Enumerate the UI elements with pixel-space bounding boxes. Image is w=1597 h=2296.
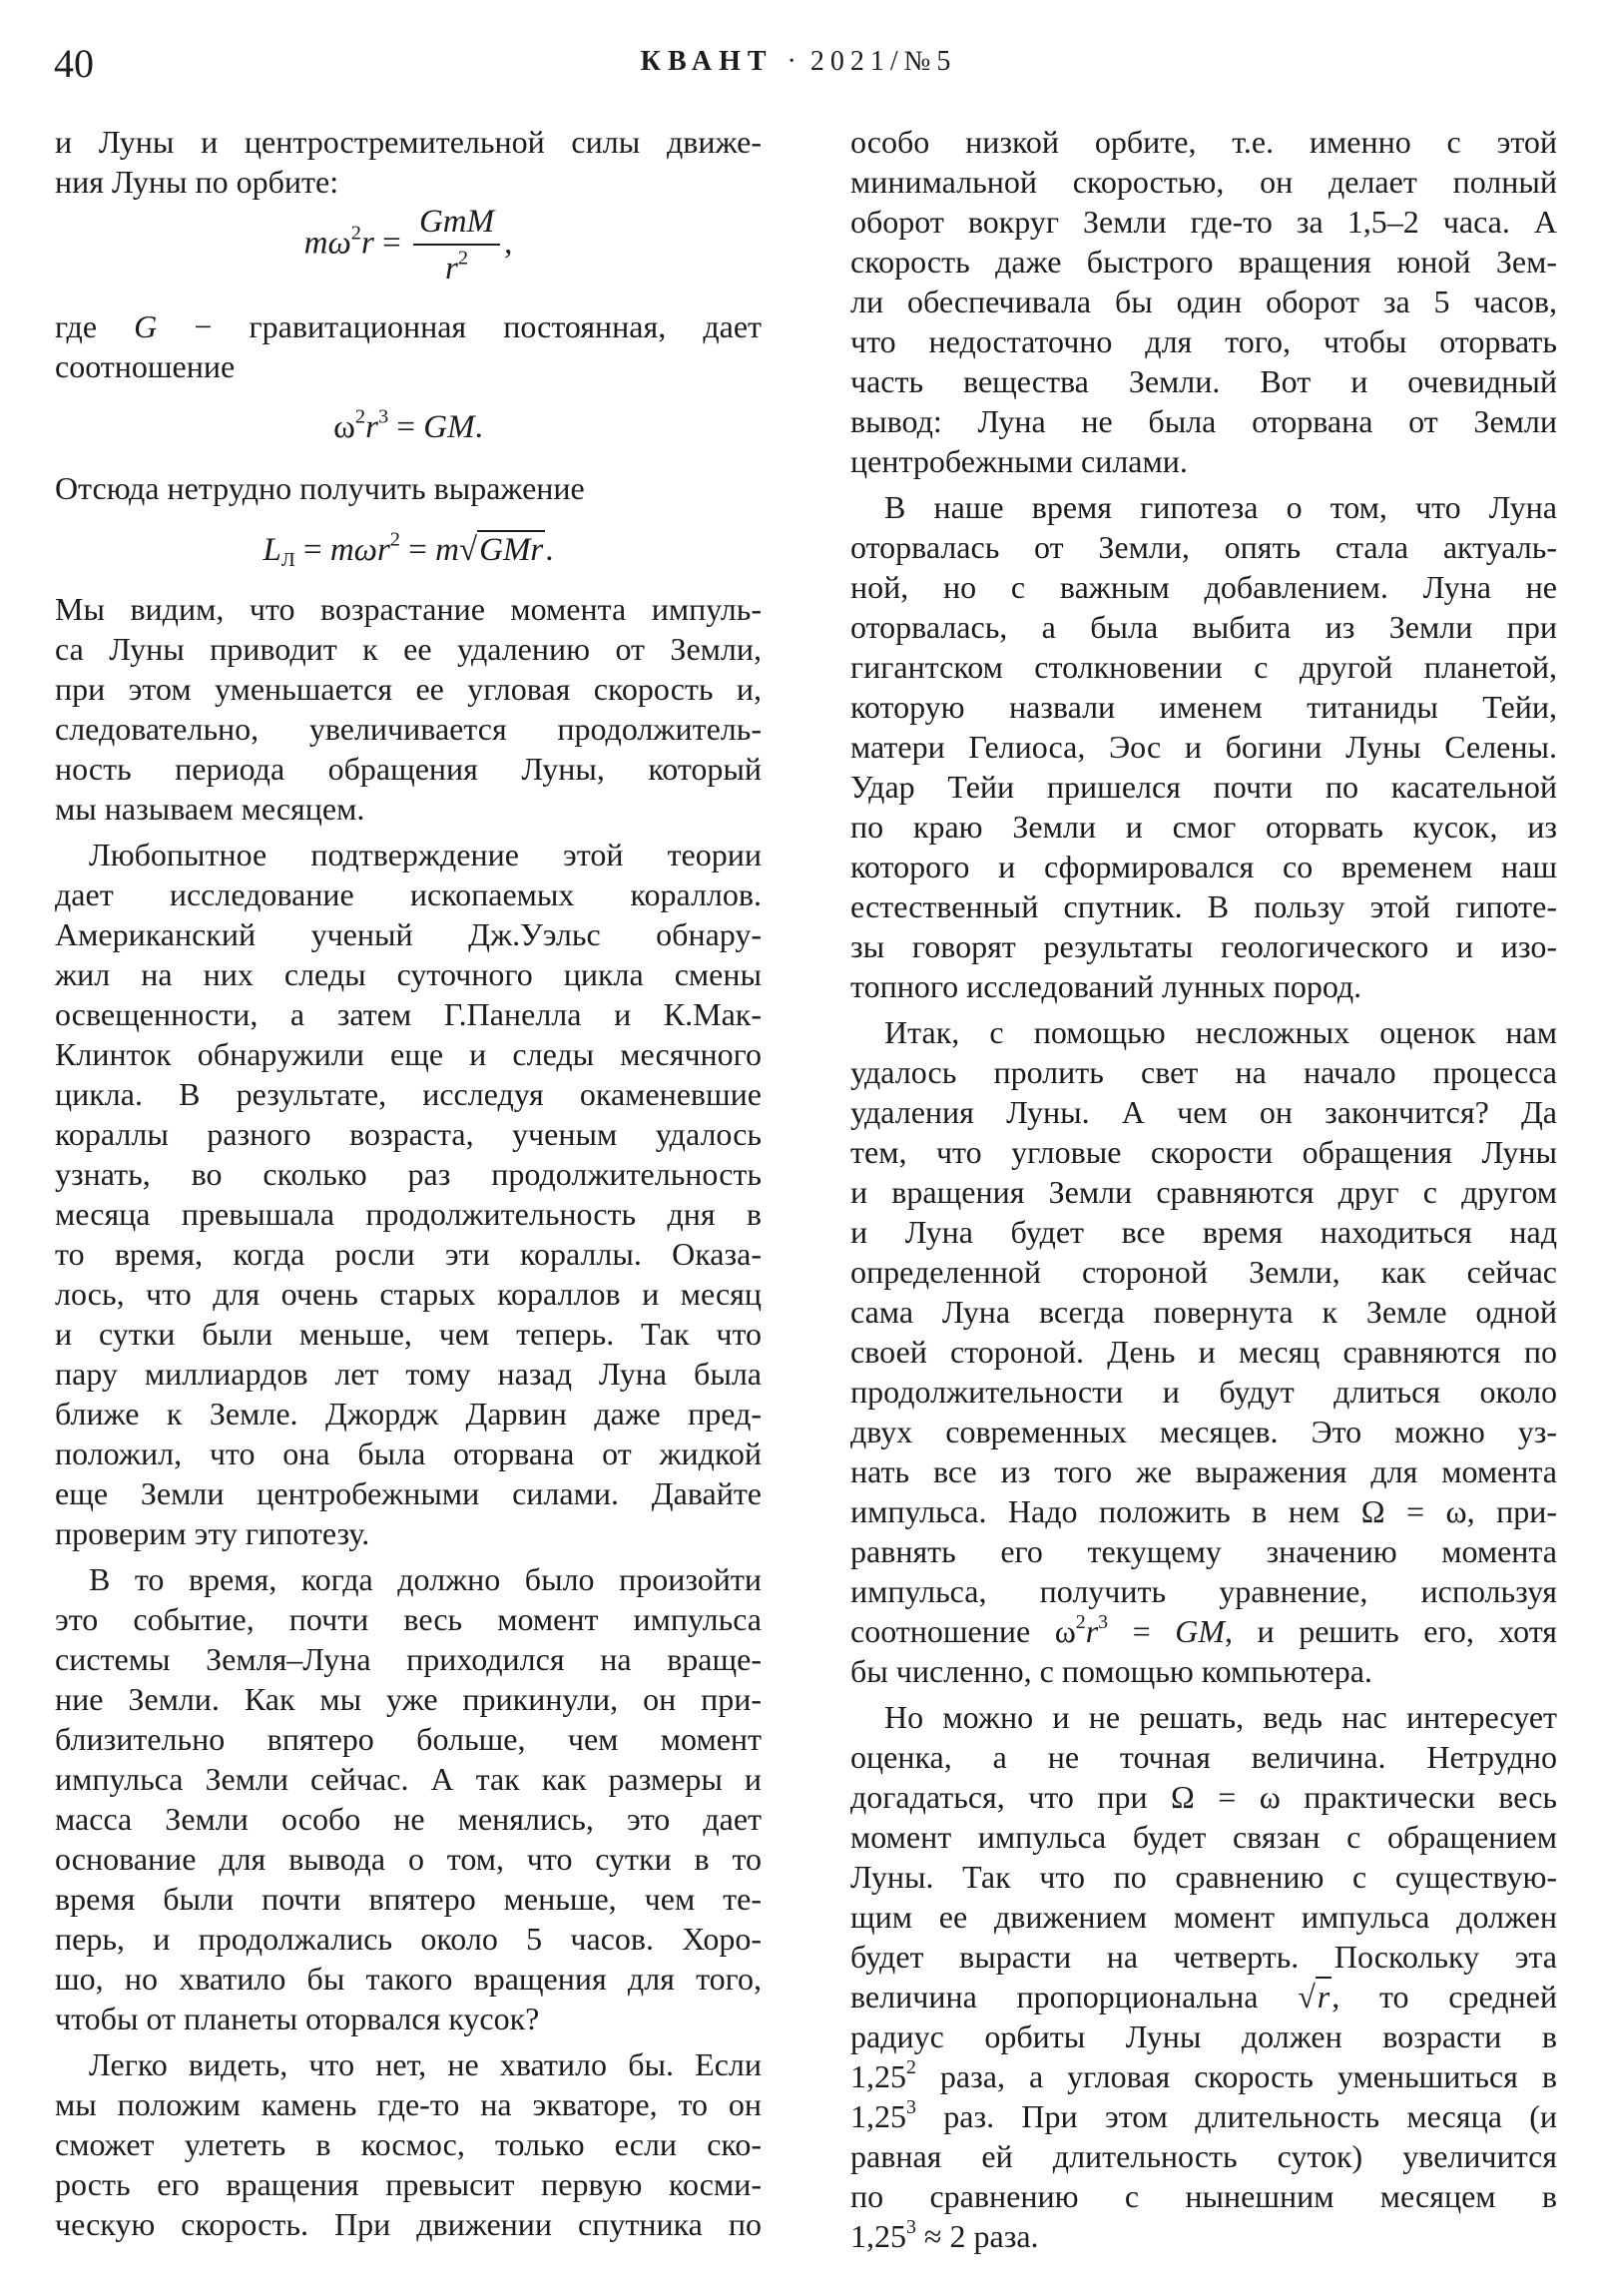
text-line: центробежными силами.: [850, 443, 1188, 479]
fraction-denominator: [413, 246, 500, 291]
text-line: тем, что угловые скорости обращения Луны: [850, 1134, 1557, 1170]
text-line: и сутки были меньше, чем теперь. Так что: [55, 1316, 762, 1352]
text-flow: [850, 122, 1557, 2262]
formula-equals: =: [302, 532, 322, 568]
formula-equals: =: [382, 225, 401, 262]
text-line: ние Земли. Как мы уже прикинули, он при-: [55, 1681, 762, 1717]
text-line: удаления Луны. А чем он закончится? Да: [850, 1094, 1557, 1130]
text-line: лось, что для очень старых кораллов и месяц: [55, 1276, 762, 1312]
text-line: бы численно, с помощью компьютера.: [850, 1653, 1372, 1689]
text-line: Но можно и не решать, ведь нас интересует: [884, 1699, 1557, 1735]
text-line: кораллы разного возраста, ученым удалось: [55, 1116, 762, 1152]
text-line: где G − гравитационная постоянная, дает: [55, 308, 762, 344]
text-line: матери Гелиоса, Эос и богини Луны Селены.: [850, 729, 1557, 765]
header-separator: ·: [787, 46, 797, 77]
text-line: особо низкой орбите, т.е. именно с этой: [850, 124, 1557, 160]
text-line: часть вещества Земли. Вот и очевидный: [850, 363, 1557, 399]
text-line: время были почти впятеро меньше, чем те-: [55, 1881, 762, 1917]
formula-exponent: 3: [377, 405, 389, 428]
formula-term: m: [435, 532, 459, 568]
math-exponent: 2: [906, 2056, 916, 2079]
formula-punct: ,: [504, 225, 513, 262]
paragraph: [55, 2044, 762, 2244]
formula-equals: =: [408, 532, 427, 568]
text-line: гигантском столкновении с другой планетой,: [850, 649, 1557, 685]
math-variable: r: [1085, 1613, 1099, 1649]
paragraph: [850, 487, 1557, 1006]
text-line: определенной стороной Земли, как сейчас: [850, 1254, 1557, 1290]
text-line: оборот вокруг Земли где-то за 1,5–2 часа. А: [850, 204, 1557, 240]
paragraph: [55, 835, 762, 1553]
text-line: 1,25$^3$ раз. При этом длительность месяца (и: [850, 2096, 1557, 2134]
formula-equals: =: [396, 409, 416, 445]
text-line: соотношение: [55, 348, 236, 384]
text-line: сама Луна всегда повернута к Земле одной: [850, 1294, 1557, 1330]
text-line: ли обеспечивала бы один оборот за 5 часов,: [850, 284, 1557, 319]
square-root: √GMr: [458, 532, 544, 568]
text-block: [55, 468, 762, 514]
formula-term: r: [365, 409, 378, 445]
formula-subscript: Л: [280, 549, 295, 572]
paragraph: [55, 122, 762, 202]
text-line: ближе к Земле. Джордж Дарвин даже пред-: [55, 1396, 762, 1432]
text-line: при этом уменьшается ее угловая скорость и,: [55, 671, 762, 707]
text-line: $1,25^3 \approx 2$ раза.: [850, 2216, 1039, 2254]
text-line: месяца превышала продолжительность дня в: [55, 1196, 762, 1232]
text-line: которую назвали именем титаниды Тейи,: [850, 689, 1557, 725]
radicand: GMr: [479, 532, 544, 568]
text-line: мы называем месяцем.: [55, 791, 365, 827]
text-line: импульса Земли сейчас. А так как размеры и: [55, 1761, 762, 1797]
text-line: щим ее движением момент импульса должен: [850, 1899, 1557, 1935]
formula-angular-momentum: [55, 527, 762, 573]
text-line: ность периода обращения Луны, который: [55, 751, 762, 787]
formula-punct: .: [474, 409, 483, 445]
math-exponent: 2: [1075, 1611, 1086, 1634]
formula-term: ω: [333, 409, 355, 445]
text-line: мы положим камень где-то на экваторе, то он: [55, 2086, 762, 2122]
page-number: 40: [54, 41, 94, 86]
formula-exponent: 2: [350, 222, 361, 245]
text-line: Легко видеть, что нет, не хватило бы. Если: [89, 2046, 762, 2082]
math-exponent: 3: [1098, 1611, 1109, 1634]
text-line: близительно впятеро больше, чем момент: [55, 1721, 762, 1757]
text-line: удалось пролить свет на начало процесса: [850, 1054, 1557, 1090]
formula-kepler: [55, 405, 762, 449]
formula-term: r: [360, 225, 374, 262]
text-line: величина пропорциональна √r, то средней: [850, 1979, 1557, 2014]
text-line: Луны. Так что по сравнению с существую-: [850, 1859, 1557, 1895]
text-line: своей стороной. День и месяц сравняются по: [850, 1334, 1557, 1370]
running-header: [0, 46, 1597, 78]
text-line: импульса. Надо положить в нем Ω = ω, при-: [850, 1493, 1557, 1529]
formula-exponent: 2: [354, 405, 366, 428]
formula-punct: .: [545, 532, 554, 568]
text-line: следовательно, увеличивается продолжитель-: [55, 711, 762, 747]
text-line: ческую скорость. При движении спутника по: [55, 2206, 762, 2242]
math-variable: G: [134, 308, 158, 344]
paragraph: [850, 122, 1557, 481]
paragraph: [55, 306, 762, 386]
text-line: узнать, во сколько раз продолжительность: [55, 1156, 762, 1192]
text-line: освещенности, а затем Г.Панелла и К.Мак-: [55, 996, 762, 1032]
formula-term: r: [445, 251, 458, 287]
text-line: будет вырасти на четверть. Поскольку эта: [850, 1939, 1557, 1975]
fraction: [413, 200, 500, 291]
text-line: перь, и продолжались около 5 часов. Хоро-: [55, 1921, 762, 1957]
text-line: импульса, получить уравнение, используя: [850, 1573, 1557, 1609]
text-line: сможет улететь в космос, только если ско-: [55, 2126, 762, 2162]
magazine-title: КВАНТ: [640, 46, 774, 77]
text-line: Удар Тейи пришелся почти по касательной: [850, 769, 1557, 805]
text-line: жил на них следы суточного цикла смены: [55, 956, 762, 992]
text-line: продолжительности и будут длиться около: [850, 1374, 1557, 1410]
text-line: пару миллиардов лет тому назад Луна была: [55, 1356, 762, 1392]
text-line: рость его вращения превысит первую косми-: [55, 2166, 762, 2202]
text-line: Клинток обнаружили еще и следы месячного: [55, 1036, 762, 1072]
text-line: цикла. В результате, исследуя окаменевшие: [55, 1076, 762, 1112]
text-line: и Луны и центростремительной силы движе-: [55, 124, 762, 160]
square-root: √r: [1298, 1979, 1331, 2014]
text-flow: [55, 589, 762, 2250]
text-line: дает исследование ископаемых кораллов.: [55, 876, 762, 912]
text-line: Американский ученый Дж.Уэльс обнару-: [55, 916, 762, 952]
paragraph: [850, 1012, 1557, 1691]
text-line: проверим эту гипотезу.: [55, 1515, 370, 1551]
text-line: и вращения Земли сравняются друг с другом: [850, 1174, 1557, 1210]
text-line: оценка, а не точная величина. Нетрудно: [850, 1739, 1557, 1775]
formula-exponent: 2: [389, 528, 401, 551]
text-line: момент импульса будет связан с обращением: [850, 1819, 1557, 1855]
text-line: вывод: Луна не была оторвана от Земли: [850, 403, 1557, 439]
text-line: радиус орбиты Луны должен возрасти в: [850, 2018, 1557, 2054]
text-line: равная ей длительность суток) увеличится: [850, 2138, 1557, 2174]
text-line: Отсюда нетрудно получить выражение: [55, 470, 585, 506]
paragraph: [55, 1559, 762, 2038]
text-line: и Луна будет все время находиться над: [850, 1214, 1557, 1250]
math-exponent: 3: [906, 2096, 916, 2119]
text-line: масса Земли особо не менялись, это дает: [55, 1801, 762, 1837]
text-line: соотношение $\omega^2r^3$ = GM, и решить его, хотя: [850, 1611, 1558, 1649]
text-line: что недостаточно для того, чтобы оторвать: [850, 323, 1557, 359]
text-line: зы говорят результаты геологического и изо-: [850, 928, 1557, 964]
text-line: оторвалась, а была выбита из Земли при: [850, 609, 1557, 645]
text-line: ной, но с важным добавлением. Луна не: [850, 569, 1557, 605]
text-line: ния Луны по орбите:: [55, 164, 339, 200]
formula-term: mωr: [329, 532, 390, 568]
text-line: это событие, почти весь момент импульса: [55, 1601, 762, 1637]
fraction-numerator: GmM: [413, 200, 500, 246]
text-block: [55, 306, 762, 392]
text-line: оторвалась от Земли, опять стала актуаль-: [850, 529, 1557, 565]
formula-term: L: [263, 532, 281, 568]
text-line: по сравнению с нынешним месяцем в: [850, 2178, 1557, 2214]
formula-centripetal: [55, 200, 762, 291]
text-line: положил, что она была оторвана от жидкой: [55, 1435, 762, 1471]
text-line: чтобы от планеты оторвался кусок?: [55, 2001, 540, 2036]
text-line: Итак, с помощью несложных оценок нам: [884, 1014, 1557, 1050]
text-line: минимальной скоростью, он делает полный: [850, 164, 1557, 200]
text-line: по краю Земли и смог оторвать кусок, из: [850, 809, 1557, 845]
text-block: [55, 122, 762, 208]
text-line: В то время, когда должно было произойти: [89, 1561, 762, 1597]
text-line: двух современных месяцев. Это можно уз-: [850, 1414, 1557, 1449]
text-line: которого и сформировался со временем наш: [850, 849, 1557, 884]
math-exponent: 3: [906, 2216, 916, 2239]
issue-number: 2021/№5: [809, 46, 957, 77]
text-line: шо, но хватило бы такого вращения для того,: [55, 1961, 762, 1997]
formula-exponent: 2: [457, 247, 469, 270]
text-line: естественный спутник. В пользу этой гипоте-: [850, 888, 1557, 924]
text-line: 1,25$^2$ раза, а угловая скорость уменьшиться в: [850, 2056, 1557, 2094]
text-line: скорость даже быстрого вращения юной Зем-: [850, 244, 1557, 280]
paragraph: [55, 468, 762, 508]
math-variable: GM: [1175, 1613, 1225, 1649]
text-line: нать все из того же выражения для момента: [850, 1453, 1557, 1489]
text-line: догадаться, что при Ω = ω практически весь: [850, 1779, 1557, 1815]
text-line: системы Земля–Луна приходился на враще-: [55, 1641, 762, 1677]
formula-term: mω: [303, 225, 351, 262]
text-line: топного исследований лунных пород.: [850, 968, 1362, 1004]
formula-term: GM: [423, 409, 475, 445]
text-line: са Луны приводит к ее удалению от Земли,: [55, 631, 762, 667]
text-line: Мы видим, что возрастание момента импуль-: [55, 591, 762, 627]
text-line: основание для вывода о том, что сутки в то: [55, 1841, 762, 1877]
text-line: В наше время гипотеза о том, что Луна: [884, 489, 1557, 525]
text-line: равнять его текущему значению момента: [850, 1533, 1557, 1569]
paragraph: [850, 1697, 1557, 2256]
text-line: то время, когда росли эти кораллы. Оказа-: [55, 1236, 762, 1272]
text-line: Любопытное подтверждение этой теории: [89, 837, 762, 872]
paragraph: [55, 589, 762, 829]
text-line: еще Земли центробежными силами. Давайте: [55, 1475, 762, 1511]
